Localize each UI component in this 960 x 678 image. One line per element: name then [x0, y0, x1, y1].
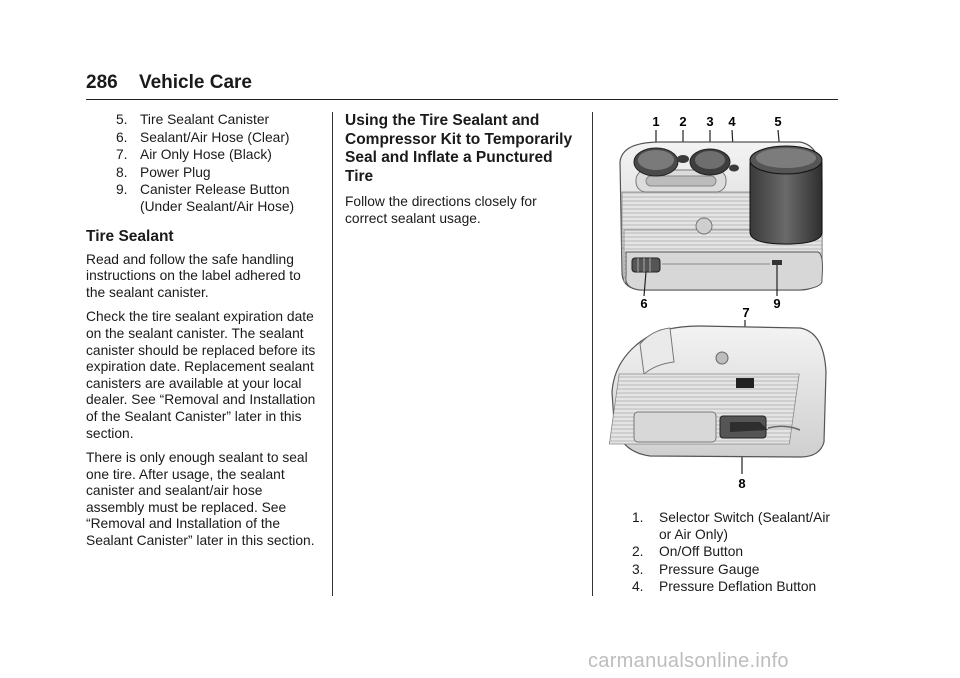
paragraph: Read and follow the safe handling instructions on the label adhered to the sealant canister. [86, 251, 301, 300]
compressor-top-view [620, 130, 823, 296]
callout-2: 2 [679, 114, 687, 129]
left-column [86, 112, 322, 558]
header-rule [86, 99, 838, 100]
paragraph: Check the tire sealant expiration date on the sealant canister. The sealant canister should be replaced before its expiration date. Replacement sealant canisters are available at your local dealer. See “Removal and Installation of the Sealant Canister” later in this section. [86, 309, 316, 441]
callout-9: 9 [773, 296, 781, 311]
list-item: 7. Air Only Hose (Black) [116, 147, 272, 163]
page-number: 286 [86, 72, 118, 93]
middle-column [345, 112, 581, 235]
page-title: Vehicle Care [138, 72, 253, 93]
watermark: carmanualsonline.info [588, 650, 789, 672]
compressor-kit-figure [600, 112, 840, 497]
section-title-tire-sealant: Tire Sealant [86, 227, 174, 245]
callout-1: 1 [652, 114, 660, 129]
callout-5: 5 [774, 114, 782, 129]
callout-3: 3 [706, 114, 714, 129]
section-heading-using-kit: Using the Tire Sealant and Compressor Kit to Temporarily Seal and Inflate a Punctured Tire [345, 112, 573, 185]
list-item: 5. Tire Sealant Canister [116, 112, 270, 127]
list-item: 2. On/Off Button [632, 544, 744, 560]
paragraph: Follow the directions closely for correct sealant usage. [345, 194, 537, 226]
compressor-underside-view [609, 320, 826, 474]
callout-7: 7 [742, 305, 750, 320]
paragraph: There is only enough sealant to seal one tire. After usage, the sealant canister and sealant/air hose assembly must be replaced. See “Removal and Installation of the Sealant Canister” later in this section. [86, 450, 315, 549]
component-list-continued [86, 112, 322, 216]
column-divider-2 [592, 112, 593, 596]
list-item: 3. Pressure Gauge [632, 561, 760, 577]
right-column-list [632, 510, 842, 597]
callout-4: 4 [728, 114, 736, 129]
component-list [632, 510, 842, 596]
list-item: 6. Sealant/Air Hose (Clear) [116, 129, 290, 145]
list-item: 1. Selector Switch (Sealant/Air or Air Only) [632, 510, 830, 542]
compressor-illustration [600, 112, 840, 497]
column-divider-1 [332, 112, 333, 596]
callout-6: 6 [640, 296, 648, 311]
list-item: 9. Canister Release Button (Under Sealant/Air Hose) [116, 182, 295, 214]
list-item: 8. Power Plug [116, 164, 211, 180]
list-item: 4. Pressure Deflation Button [632, 579, 817, 595]
callout-8: 8 [738, 476, 746, 491]
page-header [86, 72, 252, 94]
